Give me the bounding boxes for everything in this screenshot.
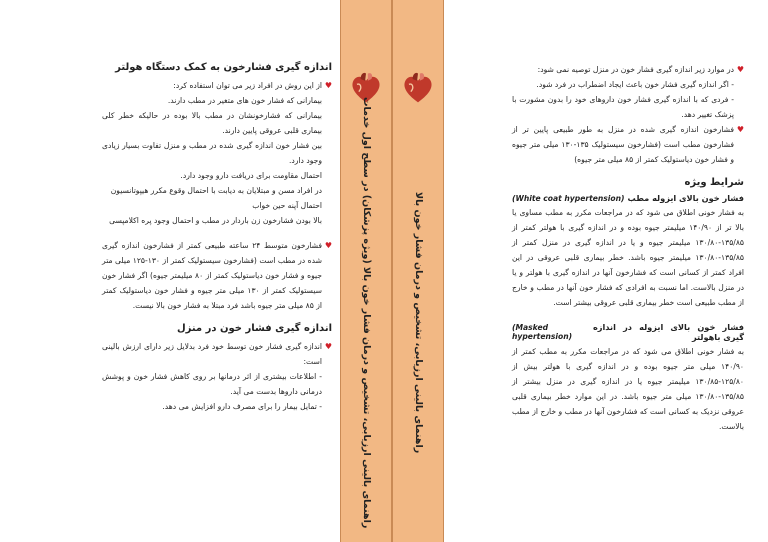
home-bp-paragraph: ♥ فشارخون اندازه گیری شده در منزل به طور طبیعی پایین تر از فشارخون مطب است (فشارخون سیستولیک ۱۳۵-۱۳۰ میلی متر جیوه و فشار خون دیاستولیک کمتر از ۸۵ میلی متر جیوه) <box>512 122 744 167</box>
holter-item: بیمارانی که فشارخونشان در مطب بالا بوده در حالیکه خطر کلی بیماری قلبی عروقی پایین دارند. <box>102 111 322 135</box>
holter-intro: ♥ از این روش در افراد زیر می توان استفاده کرد: <box>102 78 332 93</box>
right-column <box>512 62 744 434</box>
holter-paragraph: ♥ فشارخون متوسط ۲۴ ساعته طبیعی کمتر از فشارخون اندازه گیری شده در مطب است (فشارخون سیستولیک کمتر از ۱۳۰-۱۲۵ میلی متر جیوه و فشار خون دیاستولیک کمتر از ۸۰ میلیمتر جیوه) اگر فشار خون سیستولیک کمتر از ۱۳۰ میلی متر جیوه و فشار خون دیاستولیک کمتر از ۸۵ میلی متر جیوه باشد فرد مبتلا به فشار خون بالا نیست. <box>102 238 332 313</box>
home-intro: ♥ اندازه گیری فشار خون توسط خود فرد بدلایل زیر دارای ارزش بالینی است: <box>102 339 332 369</box>
not-recommended-item: - فردی که با اندازه گیری فشار خون داروهای خود را بدون مشورت با پزشک تغییر دهد. <box>512 95 734 119</box>
subheading-masked: فشار خون بالای ایزوله در اندازه گیری باهولتر (Masked hypertension) <box>512 322 744 342</box>
holter-item: بالا بودن فشارخون زن باردار در مطب و احتمال وجود پره اکلامپسی <box>109 216 322 225</box>
heart-bullet-icon: ♥ <box>324 241 332 250</box>
strip-title-left: راهنمای بالینی ارزیابی، تشخیص و درمان فشار خون بالا (ویژه پزشکان) در سطح اول خدمات <box>361 96 372 528</box>
home-item: - تمایل بیمار را برای مصرف دارو افزایش می دهد. <box>162 402 322 411</box>
masked-paragraph: به فشار خونی اطلاق می شود که در مراجعات مکرر به مطب کمتر از ۱۴۰/۹۰ میلی متر جیوه بوده و در اندازه گیری با هولتر بیش از ۱۲۵/۸۰-۱۳۰/۸۵ میلیمتر جیوه یا در اندازه گیری در منزل بیشتر از ۱۳۵/۸۵-۱۳۰/۸۰ میلی متر جیوه باشد. در این موارد خطر بیماری قلبی عروقی نزدیک به کسانی است که فشارخون آنها در مطب و خارج از مطب بالاست. <box>512 347 744 431</box>
home-item: - اطلاعات بیشتری از اثر درمانها بر روی کاهش فشار خون و پوشش درمانی داروها بدست می آید. <box>102 372 322 396</box>
heart-bullet-icon: ♥ <box>324 342 332 351</box>
white-coat-paragraph: به فشار خونی اطلاق می شود که در مراجعات مکرر به مطب مساوی یا بالا تر از ۱۴۰/۹۰ میلیمتر جیوه بوده و در اندازه گیری با هولتر کمتر از ۱۳۵/۸۵-۱۳۰/۸۰ میلیمتر جیوه و یا در اندازه گیری در منزل کمتر از ۱۳۵/۸۵-۱۳۰/۸۰ میلیمتر جیوه باشد. خطر بیماری قلبی عروقی در این افراد کمتر از کسانی است که فشارخون آنها در اندازه گیری با هولتر و یا در منزل بالاست. اما نسبت به افرادی که فشار خون آنها در مطب و خارج از مطب طبیعی است خطر بیماری قلبی عروقی بیشتر است. <box>512 208 744 307</box>
not-recommended-item: - اگر اندازه گیری فشار خون باعث ایجاد اضطراب در فرد شود. <box>536 80 734 89</box>
heart-icon <box>399 70 437 106</box>
not-recommended-intro: ♥ در موارد زیر اندازه گیری فشار خون در منزل توصیه نمی شود: <box>512 62 744 77</box>
side-strip-right <box>392 0 444 542</box>
holter-item: بیمارانی که فشار خون های متغیر در مطب دارند. <box>167 96 322 105</box>
holter-item: احتمال مقاومت برای دریافت دارو وجود دارد. <box>180 171 322 180</box>
subheading-white-coat: فشار خون بالای ایزوله مطب (White coat hypertension) <box>512 193 744 203</box>
side-strip-left <box>340 0 392 542</box>
heart-bullet-icon: ♥ <box>736 125 744 134</box>
left-column <box>102 62 332 414</box>
holter-item: بین فشار خون اندازه گیری شده در مطب و منزل تفاوت بسیار زیادی وجود دارد. <box>102 141 322 165</box>
section-title-home: اندازه گیری فشار خون در منزل <box>176 323 332 334</box>
holter-item: در افراد مسن و مبتلایان به دیابت با احتمال وقوع مکرر هیپوتانسیون <box>110 186 322 195</box>
holter-item: احتمال آپنه حین خواب <box>252 201 322 210</box>
heart-bullet-icon: ♥ <box>324 81 332 90</box>
heart-bullet-icon: ♥ <box>736 65 744 74</box>
section-title-special: شرایط ویژه <box>684 177 744 188</box>
strip-title-right: راهنمای بالینی ارزیابی، تشخیص و درمان فشار خون بالا <box>413 192 424 454</box>
section-title-holter: اندازه گیری فشارخون به کمک دستگاه هولتر <box>115 62 332 73</box>
